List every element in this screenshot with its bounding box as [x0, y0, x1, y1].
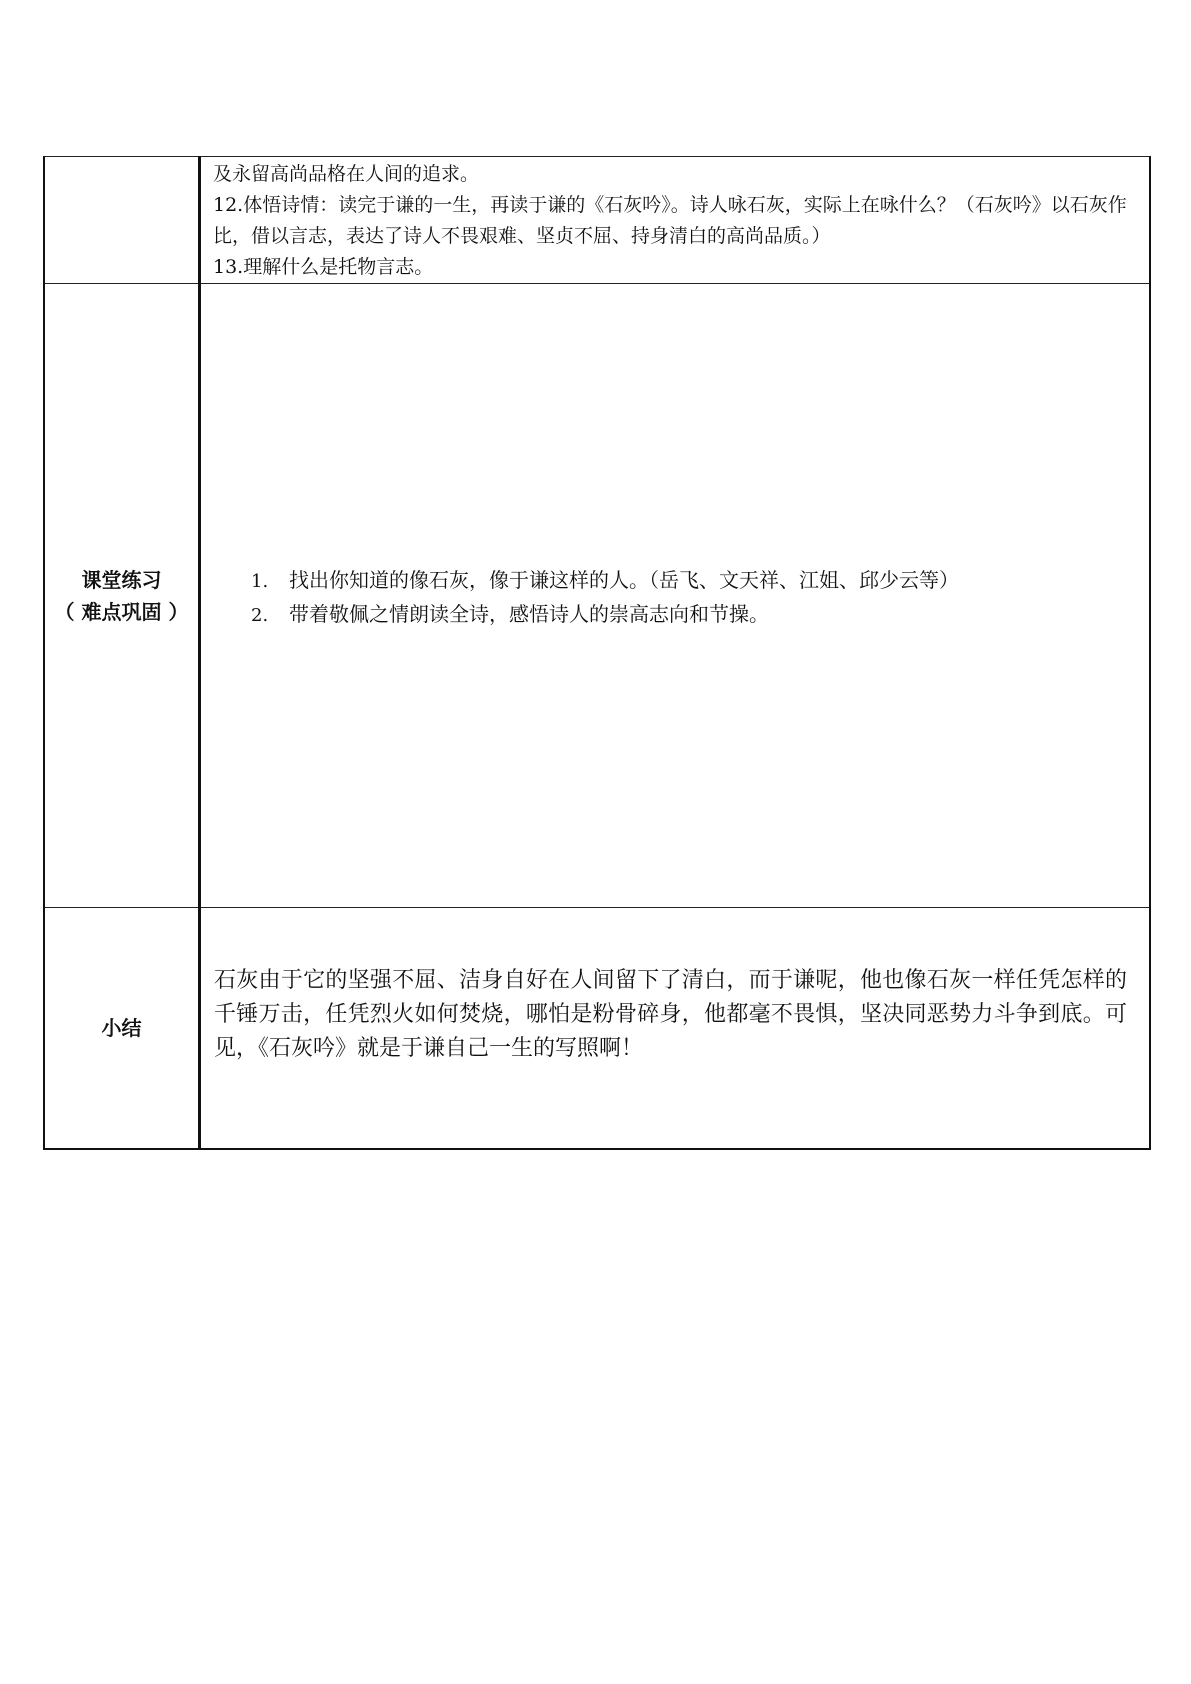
lesson-plan-table: [43, 156, 1151, 1150]
practice-label: 课堂练习: [81, 567, 162, 592]
list-item-number: 2.: [251, 605, 269, 626]
list-item-number: 1.: [251, 571, 269, 592]
list-item: [251, 564, 959, 598]
table-row-summary: [44, 908, 1150, 1150]
row-label-empty: [44, 157, 200, 284]
step-line: 13.理解什么是托物言志。: [213, 256, 434, 278]
teaching-steps-cell: [200, 157, 1151, 284]
summary-content-cell: [200, 908, 1151, 1150]
practice-label-cell: [44, 284, 200, 908]
summary-text: 石灰由于它的坚强不屈、洁身自好在人间留下了清白，而于谦呢，他也像石灰一样任凭怎样的千锤万击，任凭烈火如何焚烧，哪怕是粉骨碎身，他都毫不畏惧，坚决同恶势力斗争到底。可见，《石灰吟》就是于谦自己一生的写照啊！: [214, 968, 1127, 1061]
table-row-practice: [44, 284, 1150, 908]
teaching-steps-text: [201, 157, 1149, 283]
list-item: [251, 598, 959, 632]
list-item-text: 找出你知道的像石灰，像于谦这样的人。（岳飞、文天祥、江姐、邱少云等）: [289, 568, 959, 592]
practice-content-cell: [200, 284, 1151, 908]
table-row-teaching-steps: [44, 157, 1150, 284]
list-item-text: 带着敬佩之情朗读全诗，感悟诗人的崇高志向和节操。: [289, 602, 769, 626]
practice-list: [251, 564, 959, 632]
practice-sublabel: （ 难点巩固 ）: [54, 599, 189, 624]
step-line: 12.体悟诗情：读完于谦的一生，再读于谦的《石灰吟》。诗人咏石灰，实际上在咏什么？（石灰吟》以石灰作比，借以言志，表达了诗人不畏艰难、坚贞不屈、持身清白的高尚品质。）: [213, 194, 1127, 247]
summary-label: 小结: [44, 908, 200, 1150]
step-line: 及永留高尚品格在人间的追求。: [213, 163, 480, 185]
